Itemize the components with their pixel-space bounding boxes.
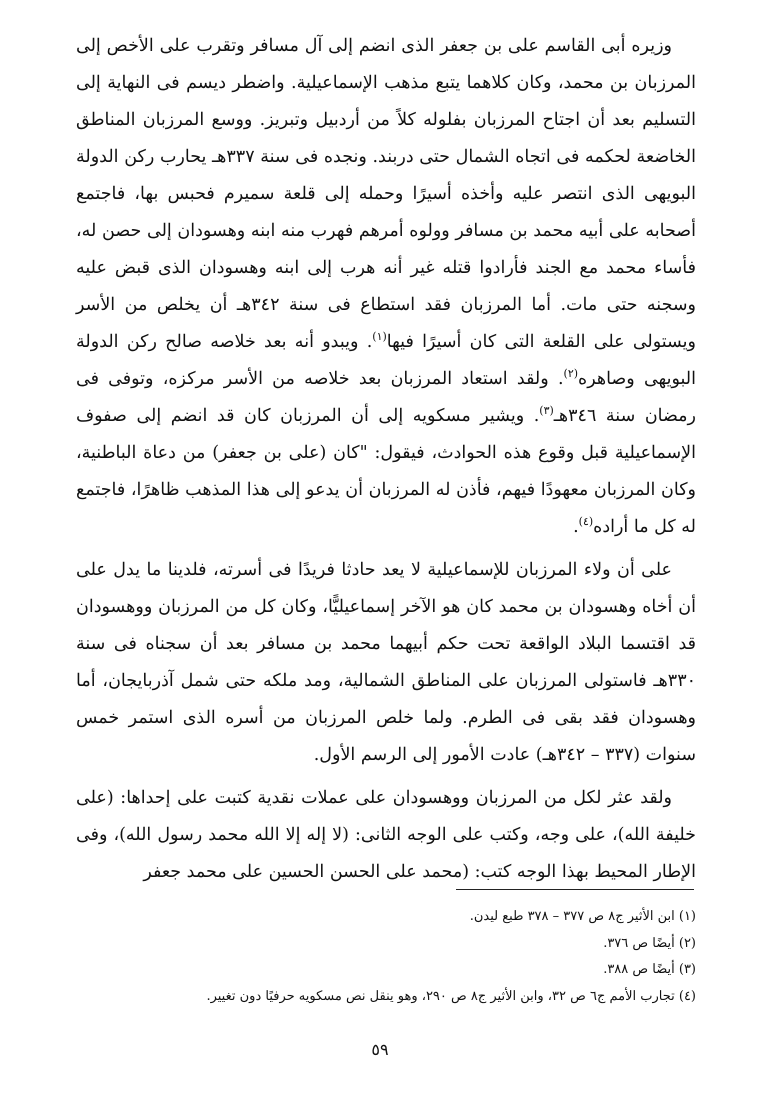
- text-segment: .: [573, 517, 579, 537]
- footnote-ref-4: (٤): [578, 515, 594, 529]
- text-segment: . ويشير مسكويه إلى أن المرزبان كان قد انضم إلى صفوف الإسماعيلية قبل وقوع هذه الحوادث، فيقول: "كان (على بن جعفر) من دعاة الباطنية، وكان المرزبان معهودًا فيهم، فأذن له المرزبان أن يدعو إلى هذا المذهب ظاهرًا، فاجتمع له كل ما أراده: [76, 406, 696, 537]
- text-segment: . ويبدو أنه بعد خلاصه صالح ركن الدولة البويهى وصاهره: [76, 332, 696, 389]
- text-segment: ولقد عثر لكل من المرزبان ووهسودان على عملات نقدية كتبت على إحداها: (على خليفة الله)، على وجه، وكتب على الوجه الثانى: (لا إله إلا الله محمد رسول الله)، وفى الإطار المحيط بهذا الوجه كتب: (محمد على الحسن الحسين على محمد جعفر: [76, 788, 696, 882]
- footnote-4: (٤) تجارب الأمم ج٦ ص ٣٢، وابن الأثير ج٨ ص ٢٩٠، وهو ينقل نص مسكويه حرفيًا دون تغيير.: [206, 988, 696, 1004]
- footnote-ref-1: (١): [372, 330, 387, 344]
- text-segment: . ولقد استعاد المرزبان بعد خلاصه من الأسر مركزه، وتوفى فى رمضان سنة ٣٤٦هـ: [76, 369, 696, 426]
- body-text: [76, 28, 696, 891]
- footnotes: [76, 904, 696, 1010]
- footnote-ref-2: (٢): [563, 367, 579, 381]
- text-segment: وزيره أبى القاسم على بن جعفر الذى انضم إلى آل مسافر وتقرب على الأخص إلى المرزبان بن محمد، وكان كلاهما يتبع مذهب الإسماعيلية. واضطر ديسم فى النهاية إلى التسليم بعد أن اجتاح المرزبان بفلوله كلاً من أردبيل وتبريز. ووسع المرزبان المناطق الخاضعة لحكمه فى اتجاه الشمال حتى دربند. ونجده فى سنة ٣٣٧هـ يحارب ركن الدولة البويهى الذى انتصر عليه وأخذه أسيرًا وحمله إلى قلعة سميرم فحبس بها، فاجتمع أصحابه على أبيه محمد بن مسافر وولوه أمرهم فهرب منه ابنه وهسودان إلى حصن له، فأساء محمد مع الجند فأرادوا قتله غير أنه هرب إلى ابنه وهسودان الذى قبض عليه وسجنه حتى مات. أما المرزبان فقد استطاع فى سنة ٣٤٢هـ أن يخلص من الأسر ويستولى على القلعة التى كان أسيرًا فيها: [76, 36, 696, 352]
- footnote-3: (٣) أيضًا ص ٣٨٨.: [603, 962, 696, 977]
- paragraph-3: [76, 780, 696, 891]
- footnote-2: (٢) أيضًا ص ٣٧٦.: [603, 935, 696, 951]
- footnote-ref-3: (٣): [539, 404, 554, 418]
- text-segment: على أن ولاء المرزبان للإسماعيلية لا يعد حادثا فريدًا فى أسرته، فلدينا ما يدل على أن أخاه وهسودان بن محمد كان هو الآخر إسماعيليًّا، وكان كل من المرزبان ووهسودان قد اقتسما البلاد الواقعة تحت حكم أبيهما محمد بن مسافر بعد أن سجناه فى سنة ٣٣٠هـ فاستولى المرزبان على المناطق الشمالية، ومد ملكه حتى شمل آذربايجان، أما وهسودان فقد بقى فى الطرم. ولما خلص المرزبان من أسره الذى استمر خمس سنوات (٣٣٧ – ٣٤٢هـ) عادت الأمور إلى الرسم الأول.: [76, 560, 696, 765]
- footnote-divider: [456, 889, 694, 890]
- page-number: ٥٩: [371, 1040, 389, 1059]
- paragraph-1: [76, 28, 696, 546]
- footnote-1: (١) ابن الأثير ج٨ ص ٣٧٧ – ٣٧٨ طبع ليدن.: [469, 909, 696, 924]
- paragraph-2: [76, 552, 696, 774]
